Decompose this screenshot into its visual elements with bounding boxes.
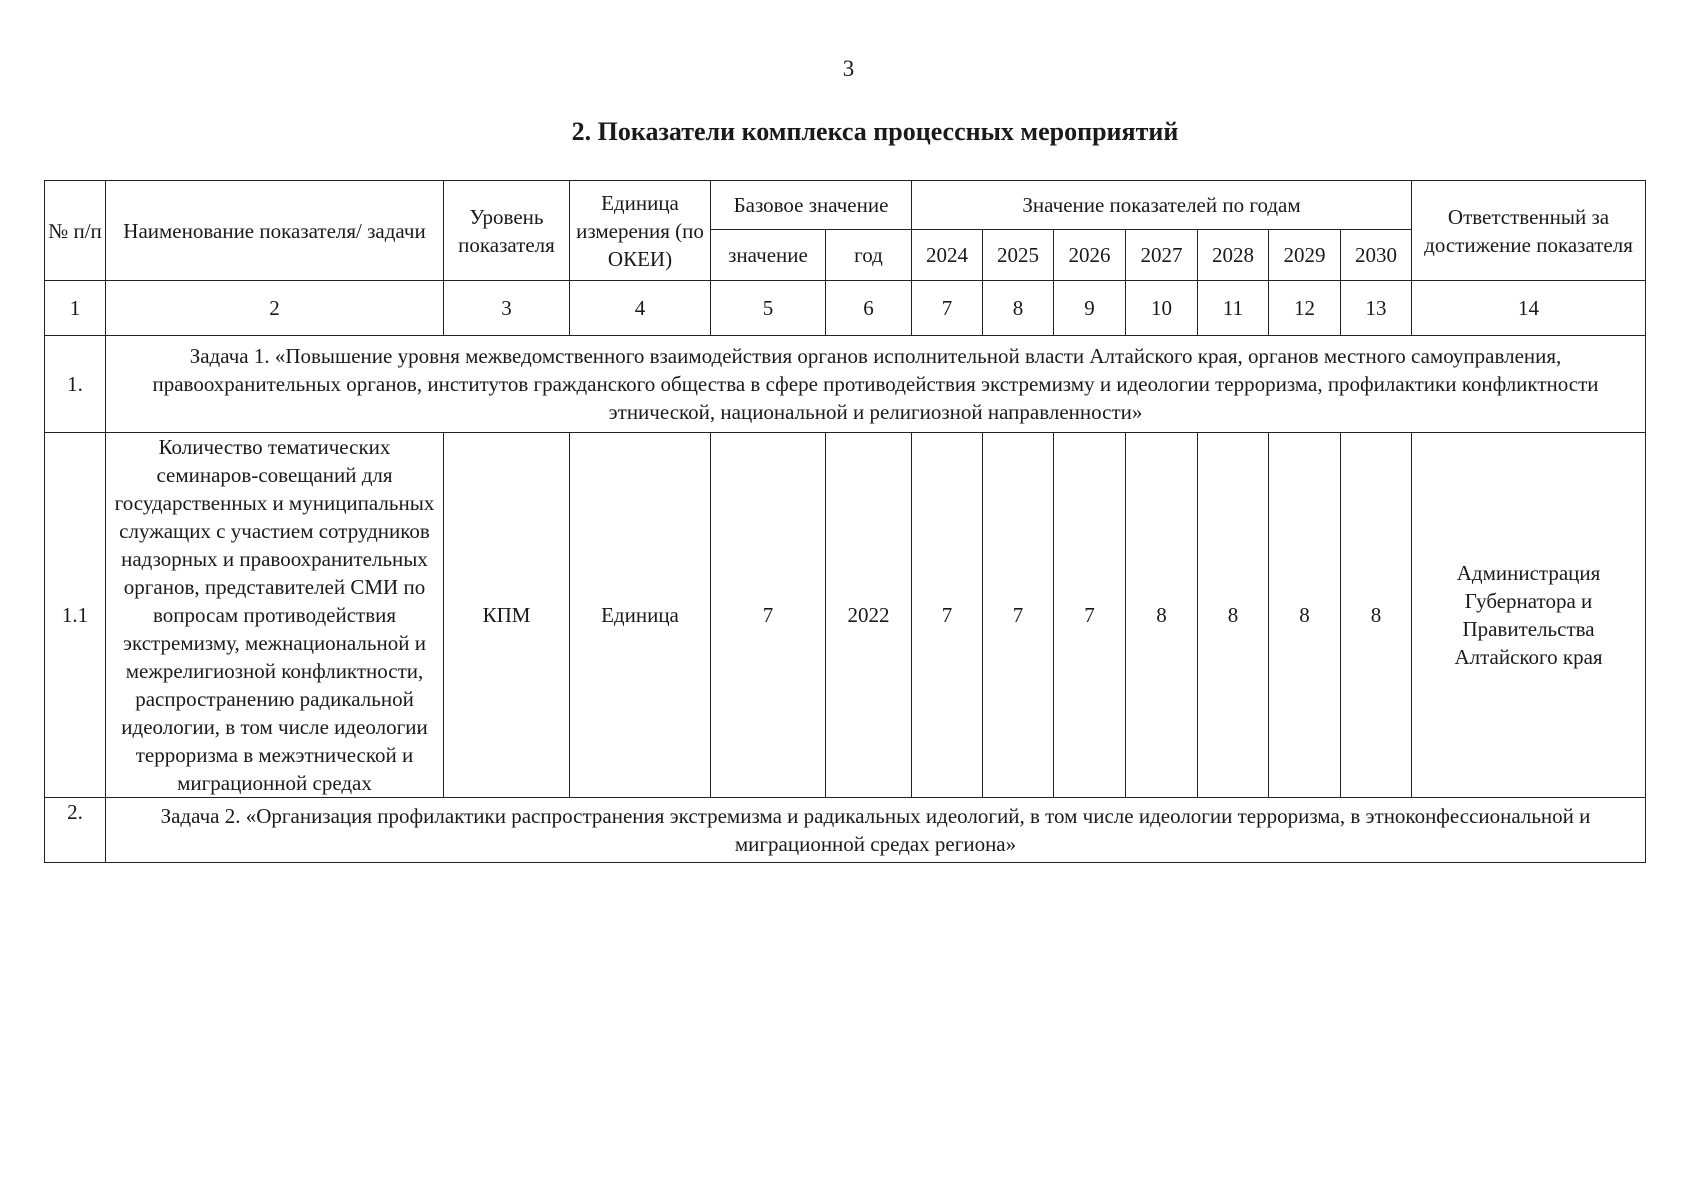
header-year-2030: 2030 (1341, 230, 1412, 281)
header-years-group: Значение показателей по годам (912, 181, 1412, 230)
column-number: 9 (1054, 281, 1126, 336)
column-number-row (45, 281, 1646, 336)
header-name: Наименование показателя/ задачи (106, 181, 444, 281)
indicator-value-2029: 8 (1269, 433, 1341, 798)
header-year-2024: 2024 (912, 230, 983, 281)
header-num: № п/п (45, 181, 106, 281)
column-number: 5 (711, 281, 826, 336)
section-title: 2. Показатели комплекса процессных мероприятий (571, 117, 1179, 146)
indicator-row-1-1 (45, 433, 1646, 798)
indicator-value-2025: 7 (983, 433, 1054, 798)
column-number: 13 (1341, 281, 1412, 336)
header-responsible: Ответственный за достижение показателя (1412, 181, 1646, 281)
header-year-2027: 2027 (1126, 230, 1198, 281)
header-row-top (45, 181, 1646, 230)
task-1-num: 1. (45, 336, 106, 433)
header-year-2029: 2029 (1269, 230, 1341, 281)
column-number: 4 (570, 281, 711, 336)
page-number: 3 (842, 56, 855, 81)
indicator-responsible: Администрация Губернатора и Правительства Алтайского края (1412, 433, 1646, 798)
column-number: 11 (1198, 281, 1269, 336)
indicator-level: КПМ (444, 433, 570, 798)
indicator-name: Количество тематических семинаров-совещаний для государственных и муниципальных служащих с участием сотрудников надзорных и правоохранительных органов, представителей СМИ по вопросам противодействия экстремизму, межнациональной и межрелигиозной конфликтности, распространению радикальной идеологии, в том числе идеологии терроризма в межэтнической и миграционной средах (106, 433, 444, 798)
header-base-year: год (826, 230, 912, 281)
header-base-value: значение (711, 230, 826, 281)
task-2-num: 2. (45, 798, 106, 863)
indicator-value-2028: 8 (1198, 433, 1269, 798)
column-number: 2 (106, 281, 444, 336)
column-number: 14 (1412, 281, 1646, 336)
indicator-unit: Единица (570, 433, 711, 798)
header-unit: Единица измерения (по ОКЕИ) (570, 181, 711, 281)
column-number: 8 (983, 281, 1054, 336)
header-level: Уровень показателя (444, 181, 570, 281)
header-year-2026: 2026 (1054, 230, 1126, 281)
task-2-text: Задача 2. «Организация профилактики распространения экстремизма и радикальных идеологий, в том числе идеологии терроризма, в этноконфессиональной и миграционной средах региона» (106, 798, 1646, 863)
column-number: 7 (912, 281, 983, 336)
task-1-text: Задача 1. «Повышение уровня межведомственного взаимодействия органов исполнительной власти Алтайского края, органов местного самоуправления, правоохранительных органов, институтов гражданского общества в сфере противодействия экстремизму и идеологии терроризма, профилактики конфликтности этнической, национальной и религиозной направленности» (106, 336, 1646, 433)
column-number: 6 (826, 281, 912, 336)
header-year-2028: 2028 (1198, 230, 1269, 281)
header-base-group: Базовое значение (711, 181, 912, 230)
indicators-table (44, 180, 1646, 863)
column-number: 1 (45, 281, 106, 336)
column-number: 10 (1126, 281, 1198, 336)
task-2-row (45, 798, 1646, 863)
indicator-value-2024: 7 (912, 433, 983, 798)
indicator-value-2027: 8 (1126, 433, 1198, 798)
task-1-row (45, 336, 1646, 433)
header-year-2025: 2025 (983, 230, 1054, 281)
indicator-num: 1.1 (45, 433, 106, 798)
indicator-base-value: 7 (711, 433, 826, 798)
indicator-base-year: 2022 (826, 433, 912, 798)
column-number: 12 (1269, 281, 1341, 336)
indicator-value-2026: 7 (1054, 433, 1126, 798)
column-number: 3 (444, 281, 570, 336)
indicator-value-2030: 8 (1341, 433, 1412, 798)
